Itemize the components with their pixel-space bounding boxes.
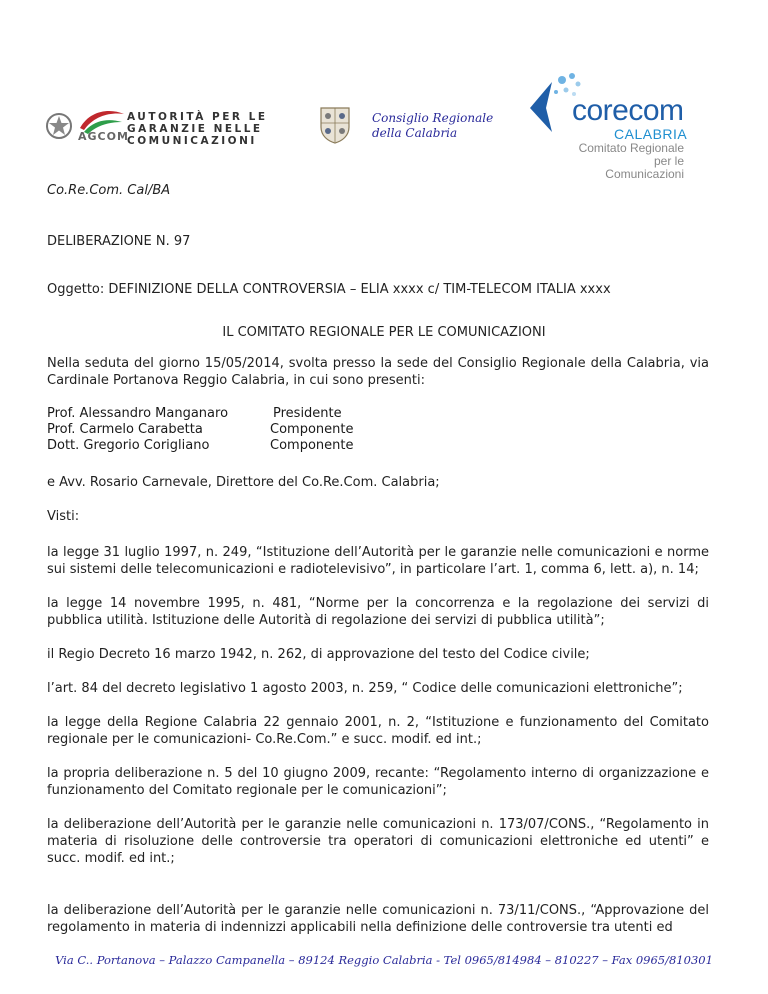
- agcom-line-3: COMUNICAZIONI: [127, 135, 257, 147]
- intro-paragraph: Nella seduta del giorno 15/05/2014, svolta presso la sede del Consiglio Regionale della Calabria, via Cardinale Portanova Reggio Calabria, in cui sono presenti:: [47, 356, 709, 388]
- members-roles: [270, 406, 353, 454]
- members-names: [47, 406, 228, 454]
- subject-line: Oggetto: DEFINIZIONE DELLA CONTROVERSIA – ELIA xxxx c/ TIM-TELECOM ITALIA xxxx: [47, 282, 611, 297]
- consiglio-line-2: della Calabria: [372, 126, 458, 140]
- committee-title: IL COMITATO REGIONALE PER LE COMUNICAZIONI: [222, 325, 546, 340]
- director-line: e Avv. Rosario Carnevale, Direttore del Co.Re.Com. Calabria;: [47, 475, 440, 490]
- corecom-subtitle: [572, 142, 684, 181]
- member-role: Componente: [270, 438, 354, 453]
- agcom-line-2: GARANZIE NELLE: [127, 123, 263, 135]
- corecom-region: CALABRIA: [614, 126, 688, 142]
- member-name: Prof. Alessandro Manganaro: [47, 406, 229, 421]
- italian-emblem-icon: [44, 110, 74, 142]
- paragraph: la deliberazione dell’Autorità per le garanzie nelle comunicazioni n. 73/11/CONS., “Approvazione del regolamento in materia di indennizzi applicabili nella definizione delle controversie tra utenti ed: [47, 903, 709, 935]
- member-role: Componente: [270, 422, 354, 437]
- visti-label: Visti:: [47, 509, 80, 524]
- agcom-line-1: AUTORITÀ PER LE: [127, 111, 268, 123]
- member-name: Dott. Gregorio Corigliano: [47, 438, 210, 453]
- member-role: Presidente: [273, 406, 342, 421]
- paragraph: il Regio Decreto 16 marzo 1942, n. 262, di approvazione del testo del Codice civile;: [47, 647, 590, 662]
- corecom-wordmark: corecom: [572, 94, 684, 127]
- consiglio-regionale-label: [372, 111, 493, 141]
- paragraph: la propria deliberazione n. 5 del 10 giugno 2009, recante: “Regolamento interno di organizzazione e funzionamento del Comitato regionale per le comunicazioni”;: [47, 766, 709, 798]
- agcom-logo: [44, 104, 292, 150]
- calabria-emblem-icon: [318, 105, 352, 145]
- corecom-sub-line-1: Comitato Regionale: [578, 141, 684, 155]
- paragraph: la legge 14 novembre 1995, n. 481, “Norme per la concorrenza e la regolazione dei servizi di pubblica utilità. Istituzione delle Autorità di regolazione dei servizi di pubblica utilità”;: [47, 596, 709, 628]
- corecom-logo: [522, 70, 692, 181]
- paragraph: la legge della Regione Calabria 22 gennaio 2001, n. 2, “Istituzione e funzionamento del Comitato regionale per le comunicazioni- Co.Re.Com.” e succ. modif. ed int.;: [47, 715, 709, 747]
- paragraph: la deliberazione dell’Autorità per le garanzie nelle comunicazioni n. 173/07/CONS., “Regolamento in materia di risoluzione delle controversie tra operatori di comunicazioni elettroniche ed utenti” e succ. modif. ed int.;: [47, 817, 709, 866]
- deliberation-number: DELIBERAZIONE N. 97: [47, 234, 191, 249]
- consiglio-line-1: Consiglio Regionale: [372, 111, 494, 125]
- paragraph: la legge 31 luglio 1997, n. 249, “Istituzione dell’Autorità per le garanzie nelle comunicazioni e norme sui sistemi delle telecomunicazioni e radiotelevisivo”, in particolare l’art. 1, comma 6, lett. a), n. 14;: [47, 545, 709, 577]
- reference-code: Co.Re.Com. Cal/BA: [47, 183, 171, 198]
- member-name: Prof. Carmelo Carabetta: [47, 422, 203, 437]
- footer-address: Via C.. Portanova – Palazzo Campanella – 89124 Reggio Calabria - Tel 0965/814984 – 810227 – Fax 0965/810301: [55, 953, 713, 967]
- agcom-name: [127, 111, 268, 147]
- paragraph: l’art. 84 del decreto legislativo 1 agosto 2003, n. 259, “ Codice delle comunicazioni elettroniche”;: [47, 681, 683, 696]
- agcom-wordmark: AGCOM: [78, 130, 129, 143]
- corecom-sub-line-2: per le Comunicazioni: [605, 154, 684, 181]
